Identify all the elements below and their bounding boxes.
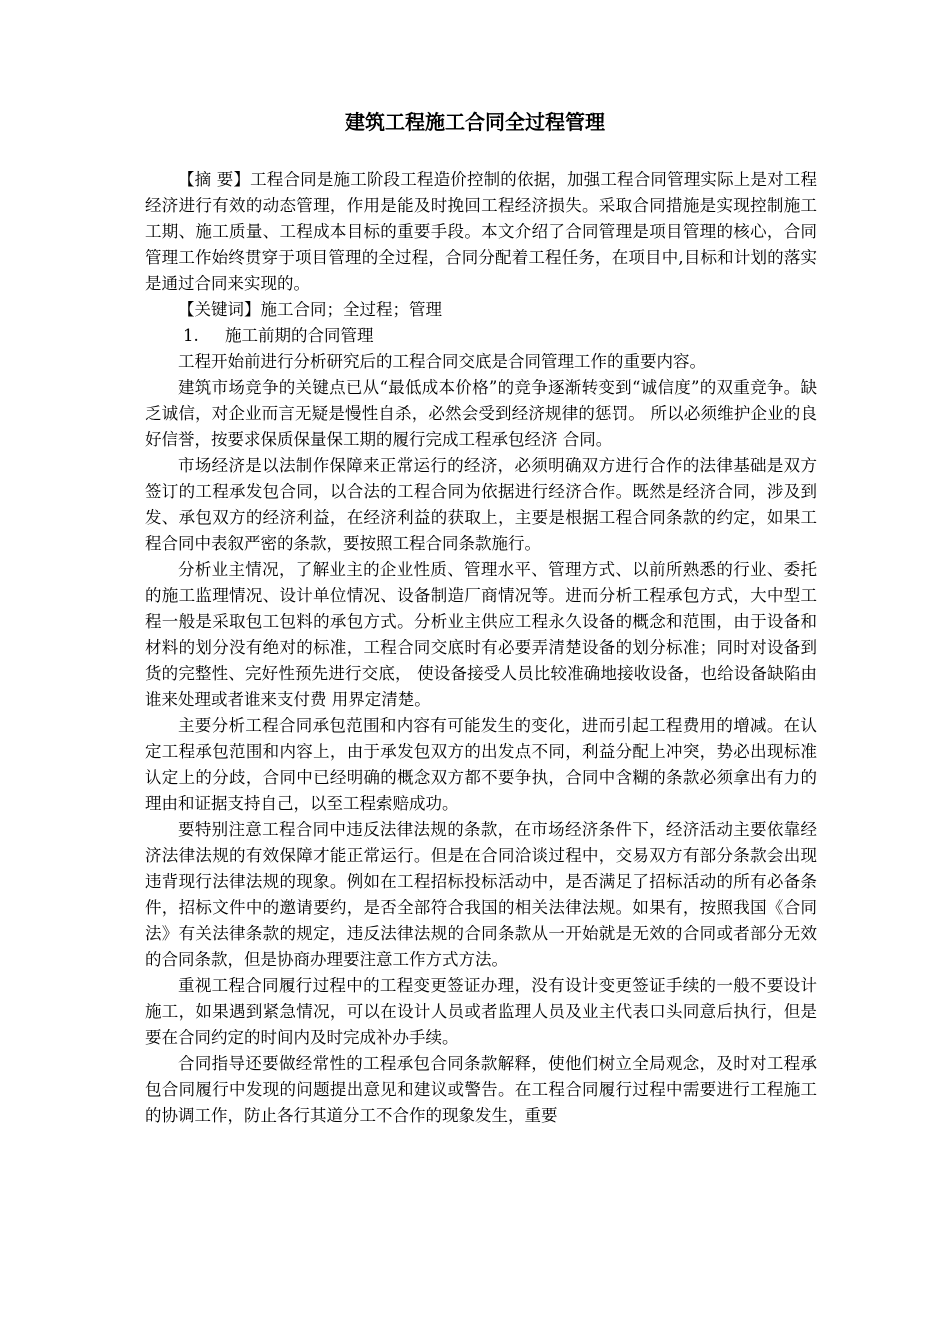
body-paragraph: 工程开始前进行分析研究后的工程合同交底是合同管理工作的重要内容。 xyxy=(178,352,706,371)
body-paragraph: 分析业主情况，了解业主的企业性质、管理水平、管理方式、以前所熟悉的行业、委托的施工监理情况、设计单位情况、设备制造厂商情况等。进而分析工程承包方式，大中型工程一般是采取包工包料的承包方式。分析业主供应工程永久设备的概念和范围，由于设备和材料的划分没有绝对的标准，工程合同交底时有必要弄清楚设备的划分标准；同时对设备到货的完整性、完好性预先进行交底， 使设备接受人员比较准确地接收设备，也给设备缺陷由谁来处理或者谁来支付费 用界定清楚。 xyxy=(145,560,817,709)
body-paragraph: 要特别注意工程合同中违反法律法规的条款，在市场经济条件下，经济活动主要依靠经济法律法规的有效保障才能正常运行。但是在合同洽谈过程中，交易双方有部分条款会出现违背现行法律法规的现象。例如在工程招标投标活动中，是否满足了招标活动的所有必备条件，招标文件中的邀请要约，是否全部符合我国的相关法律法规。如果有，按照我国《合同法》有关法律条款的规定，违反法律法规的合同条款从一开始就是无效的合同或者部分无效的合同条款，但是协商办理要注意工作方式方法。 xyxy=(145,820,817,969)
body-paragraph: 市场经济是以法制作保障来正常运行的经济，必须明确双方进行合作的法律基础是双方签订的工程承发包合同，以合法的工程合同为依据进行经济合作。既然是经济合同，涉及到发、承包双方的经济利益，在经济利益的获取上，主要是根据工程合同条款的约定，如果工程合同中表叙严密的条款，要按照工程合同条款施行。 xyxy=(145,456,817,553)
abstract-paragraph: 【摘 要】工程合同是施工阶段工程造价控制的依据，加强工程合同管理实际上是对工程经济进行有效的动态管理，作用是能及时挽回工程经济损失。采取合同措施是实现控制施工工期、施工质量、工程成本目标的重要手段。本文介绍了合同管理是项目管理的核心，合同管理工作始终贯穿于项目管理的全过程，合同分配着工程任务，在项目中,目标和计划的落实是通过合同来实现的。 xyxy=(145,170,817,293)
body-paragraph: 合同指导还要做经常性的工程承包合同条款解释，使他们树立全局观念，及时对工程承包合同履行中发现的问题提出意见和建议或警告。在工程合同履行过程中需要进行工程施工的协调工作，防止各行其道分工不合作的现象发生，重要 xyxy=(145,1054,817,1125)
document-title: 建筑工程施工合同全过程管理 xyxy=(345,110,605,134)
body-paragraph: 重视工程合同履行过程中的工程变更签证办理，没有设计变更签证手续的一般不要设计施工，如果遇到紧急情况，可以在设计人员或者监理人员及业主代表口头同意后执行，但是要在合同约定的时间内及时完成补办手续。 xyxy=(145,976,817,1047)
section-heading-1 xyxy=(145,323,817,349)
document-body xyxy=(145,167,817,1129)
body-paragraph: 主要分析工程合同承包范围和内容有可能发生的变化，进而引起工程费用的增减。在认定工程承包范围和内容上，由于承发包双方的出发点不同，利益分配上冲突，势必出现标准认定上的分歧，合同中已经明确的概念双方都不要争执，合同中含糊的条款必须拿出有力的理由和证据支持自己，以至工程索赔成功。 xyxy=(145,716,817,813)
keywords-line: 【关键词】施工合同；全过程；管理 xyxy=(178,300,442,319)
section-title: 施工前期的合同管理 xyxy=(225,326,374,345)
body-paragraph: 建筑市场竞争的关键点已从“最低成本价格”的竞争逐渐转变到“诚信度”的双重竞争。缺乏诚信，对企业而言无疑是慢性自杀，必然会受到经济规律的惩罚。 所以必须维护企业的良好信誉，按要求保质保量保工期的履行完成工程承包经济 合同。 xyxy=(145,378,817,449)
section-number: 1. xyxy=(183,326,199,345)
